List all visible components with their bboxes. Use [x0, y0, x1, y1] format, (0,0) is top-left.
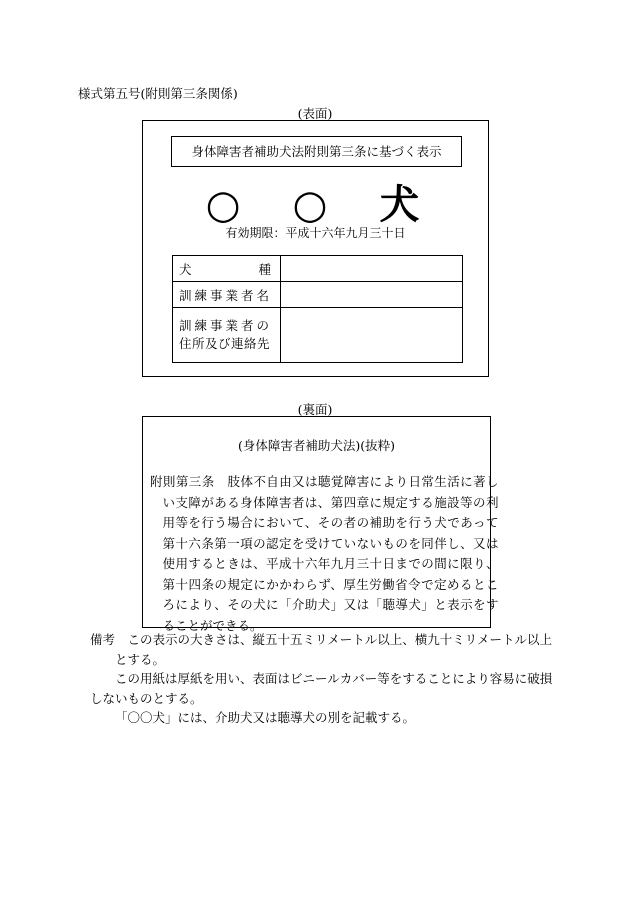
trainer-name-value — [281, 282, 463, 308]
dog-breed-label — [173, 256, 281, 282]
trainer-address-label — [173, 308, 281, 363]
trainer-name-label: 訓練事業者名 — [173, 282, 281, 308]
note-dog-type: 「〇〇犬」には、介助犬又は聴導犬の別を記載する。 — [115, 710, 416, 725]
dog-breed-label-part2: 種 — [258, 261, 274, 277]
validity-period: 有効期限：平成十六年九月三十日 — [225, 226, 406, 240]
note-size: 備考 この表示の大きさは、縦五十五ミリメートル以上、横九十ミリメートル以上とする。 — [90, 632, 553, 667]
dog-breed-value — [281, 256, 463, 282]
dog-breed-label-part1: 犬 — [179, 261, 195, 277]
note-paper: この用紙は厚紙を用い、表面はビニールカバー等をすることにより容易に破損しないものとする。 — [90, 671, 553, 706]
front-card — [142, 120, 489, 377]
table-row — [173, 256, 463, 282]
dog-name-placeholder: ○ ○ 犬 — [205, 182, 426, 228]
back-side-label: (裏面) — [297, 402, 333, 417]
trainer-address-label-line2: 住所及び連絡先 — [179, 336, 271, 351]
article-text: 附則第三条 肢体不自由又は聴覚障害により日常生活に著しい支障がある身体障害者は、第四章に規定する施設等の利用等を行う場合において、その者の補助を行う犬であって第十六条第一項の認定を受けていないものを同伴し、又は使用するときは、平成十六年九月三十日までの間に限り、第十四条の規定にかかわらず、厚生労働省令で定めるところにより、その犬に「介助犬」又は「聴導犬」と表示をすることができる。 — [150, 474, 499, 633]
table-row — [173, 308, 463, 363]
front-card-title: 身体障害者補助犬法附則第三条に基づく表示 — [171, 136, 462, 167]
trainer-address-value — [281, 308, 463, 363]
table-row — [173, 282, 463, 308]
notes-section — [90, 630, 556, 728]
trainer-address-label-line1: 訓練事業者の — [179, 318, 273, 333]
back-card — [142, 416, 499, 633]
front-side-label: (表面) — [297, 106, 333, 121]
registration-table — [172, 255, 463, 363]
form-number: 様式第五号(附則第三条関係) — [78, 86, 238, 101]
back-card-heading: (身体障害者補助犬法)(抜粋) — [237, 438, 395, 453]
